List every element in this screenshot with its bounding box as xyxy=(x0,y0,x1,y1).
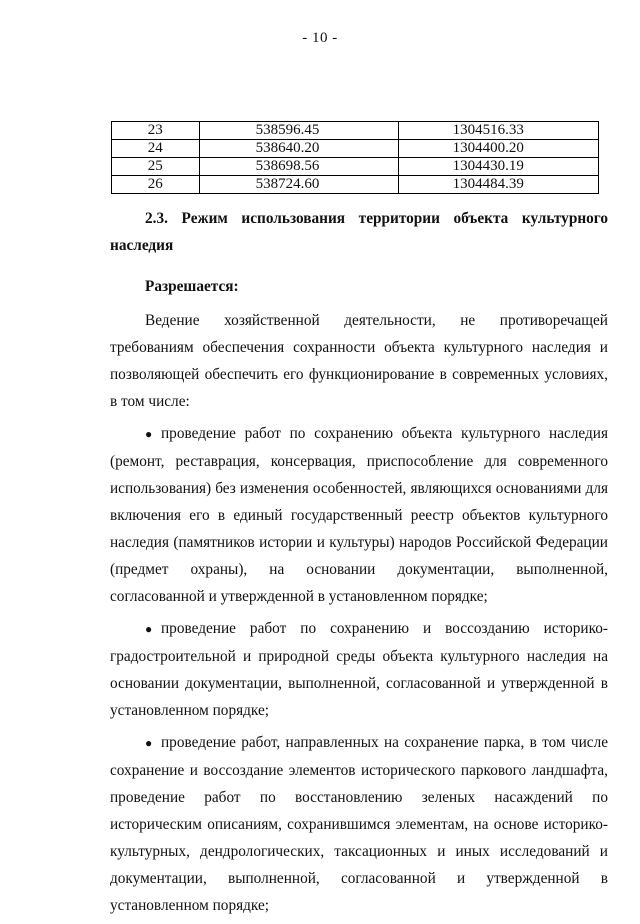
y-coordinate-cell: 1304484.39 xyxy=(398,176,598,194)
list-item xyxy=(110,615,608,724)
point-number-cell: 26 xyxy=(112,176,200,194)
table-row xyxy=(112,122,599,140)
list-item-text: проведение работ, направленных на сохранение парка, в том числе сохранение и воссоздание элементов исторического паркового ландшафта, проведение работ по восстановлению зеленых насаждений по историческим описаниям, сохранившимся элементам, на основе историко-культурных, дендрологических, таксационных и иных исследований и документации, выполненной, согласованной и утвержденной в установленном порядке; xyxy=(110,734,608,914)
list-item-text: проведение работ по сохранению и воссозданию историко-градостроительной и природной среды объекта культурного наследия на основании документации, выполненной, согласованной и утвержденной в установленном порядке; xyxy=(110,620,608,719)
document-body xyxy=(110,205,608,924)
bullet-icon: ● xyxy=(145,736,153,750)
point-number-cell: 24 xyxy=(112,140,200,158)
point-number-cell: 25 xyxy=(112,158,200,176)
section-heading: 2.3. Режим использования территории объекта культурного наследия xyxy=(110,210,608,254)
x-coordinate-cell: 538640.20 xyxy=(199,140,398,158)
list-item-text: проведение работ по сохранению объекта культурного наследия (ремонт, реставрация, консервация, приспособление для современного использования) без изменения особенностей, являющихся основаниями для включения его в единый государственный реестр объектов культурного наследия (памятников истории и культуры) народов Российской Федерации (предмет охраны), на основании документации, выполненной, согласованной и утвержденной в установленном порядке; xyxy=(110,425,608,605)
table-row xyxy=(112,158,599,176)
x-coordinate-cell: 538596.45 xyxy=(199,122,398,140)
coordinates-table xyxy=(111,121,599,194)
list-item xyxy=(110,729,608,919)
intro-paragraph: Ведение хозяйственной деятельности, не противоречащей требованиям обеспечения сохранности объекта культурного наследия и позволяющей обеспечить его функционирование в современных условиях, в том числе: xyxy=(110,312,608,410)
point-number-cell: 23 xyxy=(112,122,200,140)
allowed-subheading: Разрешается: xyxy=(145,278,239,295)
bullet-icon: ● xyxy=(145,427,153,441)
y-coordinate-cell: 1304516.33 xyxy=(398,122,598,140)
x-coordinate-cell: 538698.56 xyxy=(199,158,398,176)
x-coordinate-cell: 538724.60 xyxy=(199,176,398,194)
bullet-icon: ● xyxy=(145,622,153,636)
y-coordinate-cell: 1304400.20 xyxy=(398,140,598,158)
page-number: - 10 - xyxy=(302,30,338,46)
y-coordinate-cell: 1304430.19 xyxy=(398,158,598,176)
list-item xyxy=(110,420,608,610)
table-row xyxy=(112,140,599,158)
table-row xyxy=(112,176,599,194)
